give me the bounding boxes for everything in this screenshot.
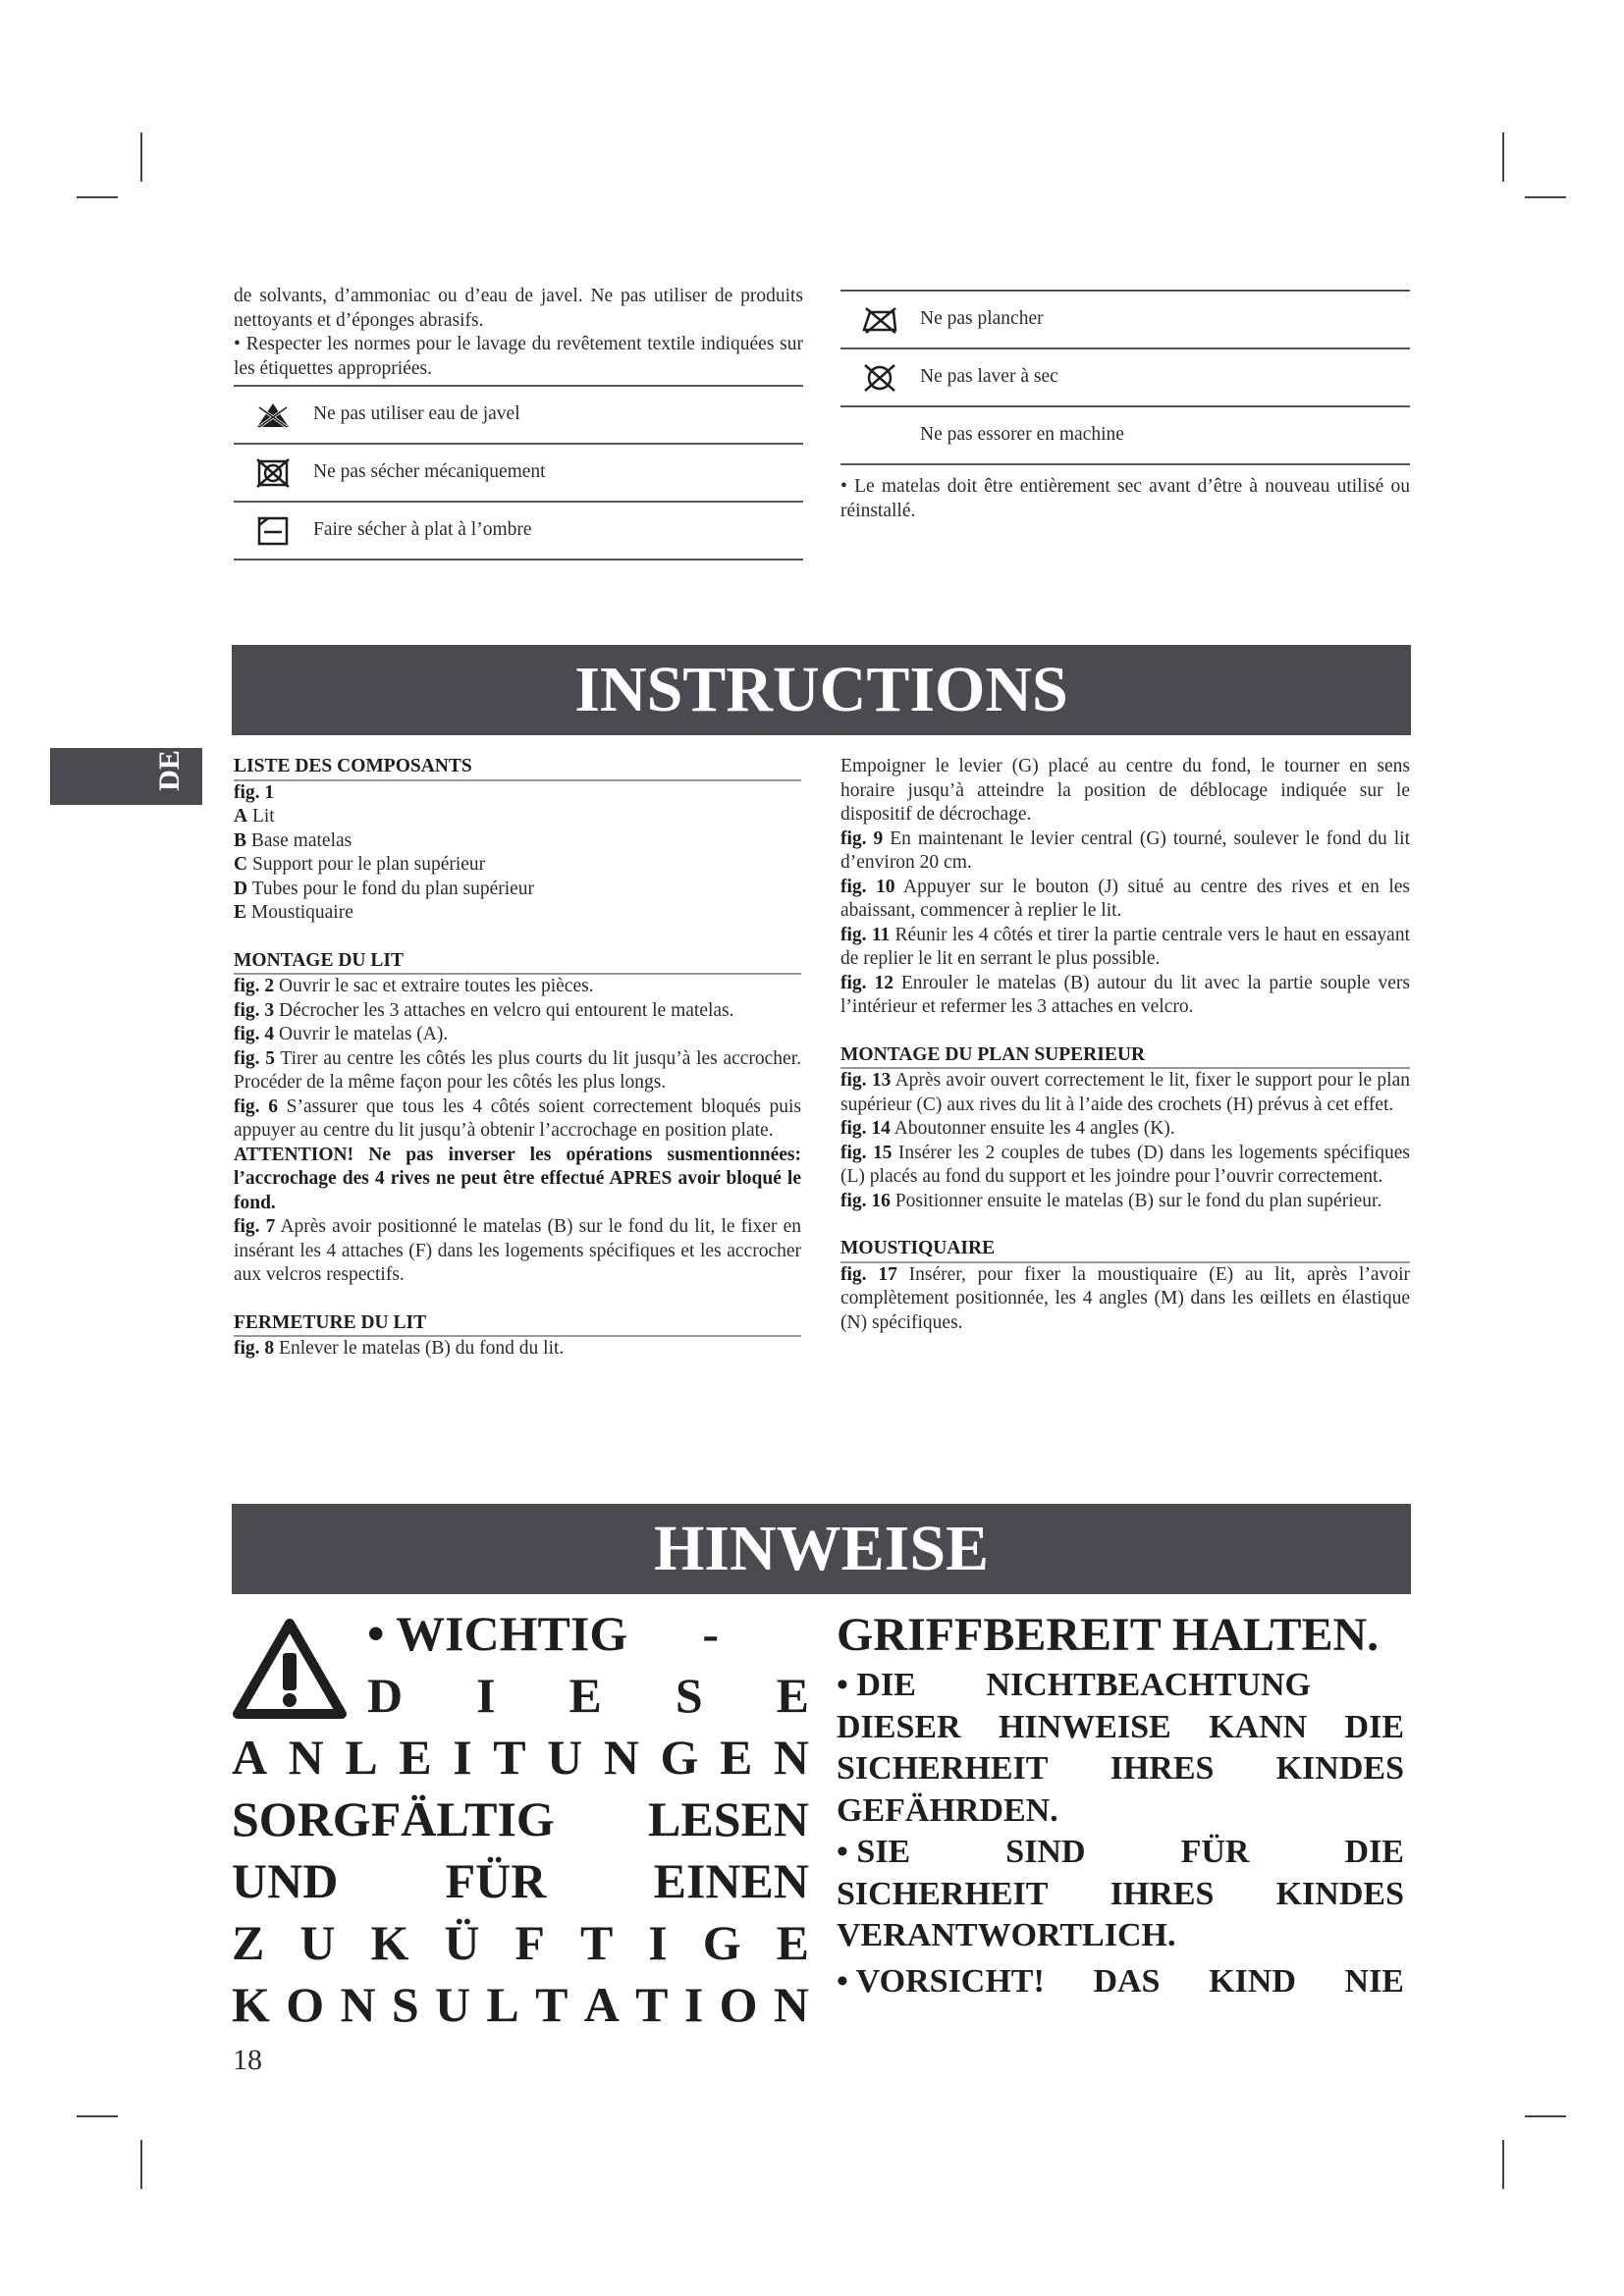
hinweise-banner: HINWEISE	[232, 1504, 1411, 1594]
step: fig. 16 Positionner ensuite le matelas (B) sur le fond du plan supérieur.	[840, 1190, 1382, 1211]
step: fig. 9 En maintenant le levier central (G) tourné, soulever le fond du lit d’environ 20 cm.	[840, 828, 1410, 873]
care-symbol-label: Ne pas utiliser eau de javel	[312, 386, 803, 444]
crop-mark	[140, 2140, 142, 2189]
warning-line: VERANTWORTLICH.	[837, 1917, 1176, 1953]
fig-label: fig. 1	[234, 781, 275, 803]
section-heading: MOUSTIQUAIRE	[840, 1237, 1410, 1263]
step: fig. 3 Décrocher les 3 attaches en velcro qui entourent le matelas.	[234, 999, 734, 1021]
care-symbol-table	[234, 385, 803, 561]
care-intro: de solvants, d’ammoniac ou d’eau de javel. Ne pas utiliser de produits nettoyants et d’éponges abrasifs.	[234, 286, 803, 331]
attention-note: ATTENTION! Ne pas inverser les opérations susmentionnées: l’accrochage des 4 rives ne peut être effectué APRES avoir bloqué le fond.	[234, 1144, 801, 1213]
crop-mark	[77, 2115, 118, 2117]
no-bleach-icon	[234, 386, 312, 444]
step: fig. 13 Après avoir ouvert correctement le lit, fixer le support pour le plan supérieur (C) aux rives du lit à l’aide des crochets (H) prévus à cet effet.	[840, 1070, 1410, 1115]
warning-line: • SIE SIND FÜR DIE	[837, 1834, 1404, 1870]
care-symbol-label: Ne pas laver à sec	[919, 348, 1410, 406]
warning-line: DIESER HINWEISE KANN DIE	[837, 1708, 1404, 1745]
care-symbol-label: Ne pas plancher	[919, 291, 1410, 348]
warning-line: GRIFFBEREIT HALTEN.	[837, 1609, 1380, 1661]
care-note: • Le matelas doit être entièrement sec avant d’être à nouveau utilisé ou réinstallé.	[840, 476, 1410, 521]
step: fig. 10 Appuyer sur le bouton (J) situé au centre des rives et en les abaissant, commencer à replier le lit.	[840, 876, 1410, 921]
step: fig. 8 Enlever le matelas (B) du fond du lit.	[234, 1338, 565, 1359]
crop-mark	[1525, 2115, 1566, 2117]
step: fig. 6 S’assurer que tous les 4 côtés soient correctement bloqués puis appuyer au centre du lit jusqu’à obtenir l’accrochage en position plate.	[234, 1095, 801, 1141]
warning-line: • DIE NICHTBEACHTUNG	[837, 1667, 1311, 1703]
step: fig. 11 Réunir les 4 côtés et tirer la partie centrale vers le haut en essayant de replier le lit en serrant le plus possible.	[840, 924, 1410, 969]
step: fig. 12 Enrouler le matelas (B) autour du lit avec la partie souple vers l’intérieur et refermer les 3 attaches en velcro.	[840, 972, 1410, 1017]
section-heading: LISTE DES COMPOSANTS	[234, 755, 801, 781]
component-item: E Moustiquaire	[234, 902, 353, 923]
care-symbol-row	[234, 502, 803, 560]
step: fig. 5 Tirer au centre les côtés les plus courts du lit jusqu’à les accrocher. Procéder de la même façon pour les côtés les plus longs.	[234, 1047, 802, 1093]
step: fig. 4 Ouvrir le matelas (A).	[234, 1024, 449, 1044]
step: fig. 17 Insérer, pour fixer la moustiquaire (E) au lit, après l’avoir complètement positionnée, les 4 angles (M) dans les œillets en élastique (N) spécifiques.	[840, 1263, 1411, 1333]
care-symbol-label: Faire sécher à plat à l’ombre	[312, 502, 803, 560]
care-left-column	[234, 285, 803, 561]
instructions-banner: INSTRUCTIONS	[232, 645, 1411, 735]
warning-line: SICHERHEIT IHRES KINDES	[837, 1875, 1404, 1912]
warning-line: SORGFÄLTIG LESEN	[232, 1791, 809, 1846]
language-tab-label: DE	[153, 750, 186, 791]
section-heading: FERMETURE DU LIT	[234, 1311, 801, 1338]
section-heading: MONTAGE DU PLAN SUPERIEUR	[840, 1043, 1410, 1070]
care-symbol-row	[840, 348, 1410, 406]
component-item: A Lit	[234, 806, 275, 827]
step: fig. 2 Ouvrir le sac et extraire toutes les pièces.	[234, 976, 594, 996]
crop-mark	[1502, 2140, 1504, 2189]
warning-line: • WICHTIG -	[367, 1606, 719, 1661]
care-symbol-row	[840, 406, 1410, 464]
blank-icon	[840, 406, 919, 464]
warning-line: D I E S E	[367, 1668, 809, 1723]
language-tab	[50, 748, 202, 805]
instructions-left-column	[234, 755, 801, 1362]
section-heading: MONTAGE DU LIT	[234, 949, 801, 976]
step: fig. 7 Après avoir positionné le matelas (B) sur le fond du lit, le fixer en insérant les 4 attaches (F) dans les logements spécifiques et les accrocher aux velcros respectifs.	[234, 1216, 801, 1285]
page-number: 18	[233, 2044, 262, 2076]
crop-mark	[1502, 133, 1504, 182]
care-symbol-row	[840, 291, 1410, 348]
component-item: B Base matelas	[234, 829, 352, 851]
warning-line: Z U K Ü F T I G E	[232, 1915, 809, 1970]
warning-text-right	[837, 1606, 1404, 2002]
dry-flat-shade-icon	[234, 502, 312, 560]
care-symbol-row	[234, 444, 803, 502]
care-right-column	[840, 290, 1410, 523]
step: fig. 15 Insérer les 2 couples de tubes (D) dans les logements spécifiques (L) placés au fond du support et les joindre pour l’ouvrir correctement.	[840, 1142, 1410, 1187]
care-symbol-row	[234, 386, 803, 444]
warning-line: SICHERHEIT IHRES KINDES	[837, 1750, 1404, 1787]
warning-line: UND FÜR EINEN	[232, 1853, 809, 1908]
step: fig. 14 Aboutonner ensuite les 4 angles (K).	[840, 1118, 1175, 1139]
warning-line: K O N S U L T A T I O N	[232, 1977, 809, 2032]
component-item: C Support pour le plan supérieur	[234, 854, 486, 875]
no-dry-clean-icon	[840, 348, 919, 406]
crop-mark	[77, 196, 118, 198]
crop-mark	[1525, 196, 1566, 198]
care-symbol-label: Ne pas sécher mécaniquement	[312, 444, 803, 502]
warning-line: A N L E I T U N G E N	[232, 1730, 809, 1785]
no-tumble-dry-icon	[234, 444, 312, 502]
warning-line: GEFÄHRDEN.	[837, 1791, 1058, 1829]
warning-text-left	[232, 1603, 809, 2036]
care-symbol-label: Ne pas essorer en machine	[919, 406, 1410, 464]
crop-mark	[140, 133, 142, 182]
warning-line: • VORSICHT! DAS KIND NIE	[837, 1962, 1404, 2000]
component-item: D Tubes pour le fond du plan supérieur	[234, 878, 535, 899]
care-symbol-table-right	[840, 290, 1410, 465]
instructions-right-column	[840, 755, 1410, 1335]
no-iron-icon	[840, 291, 919, 348]
paragraph: Empoigner le levier (G) placé au centre du fond, le tourner en sens horaire jusqu’à atteindre la position de déblocage indiquée sur le dispositif de décrochage.	[840, 756, 1410, 825]
care-bullet: • Respecter les normes pour le lavage du revêtement textile indiquées sur les étiquettes appropriées.	[234, 334, 803, 379]
